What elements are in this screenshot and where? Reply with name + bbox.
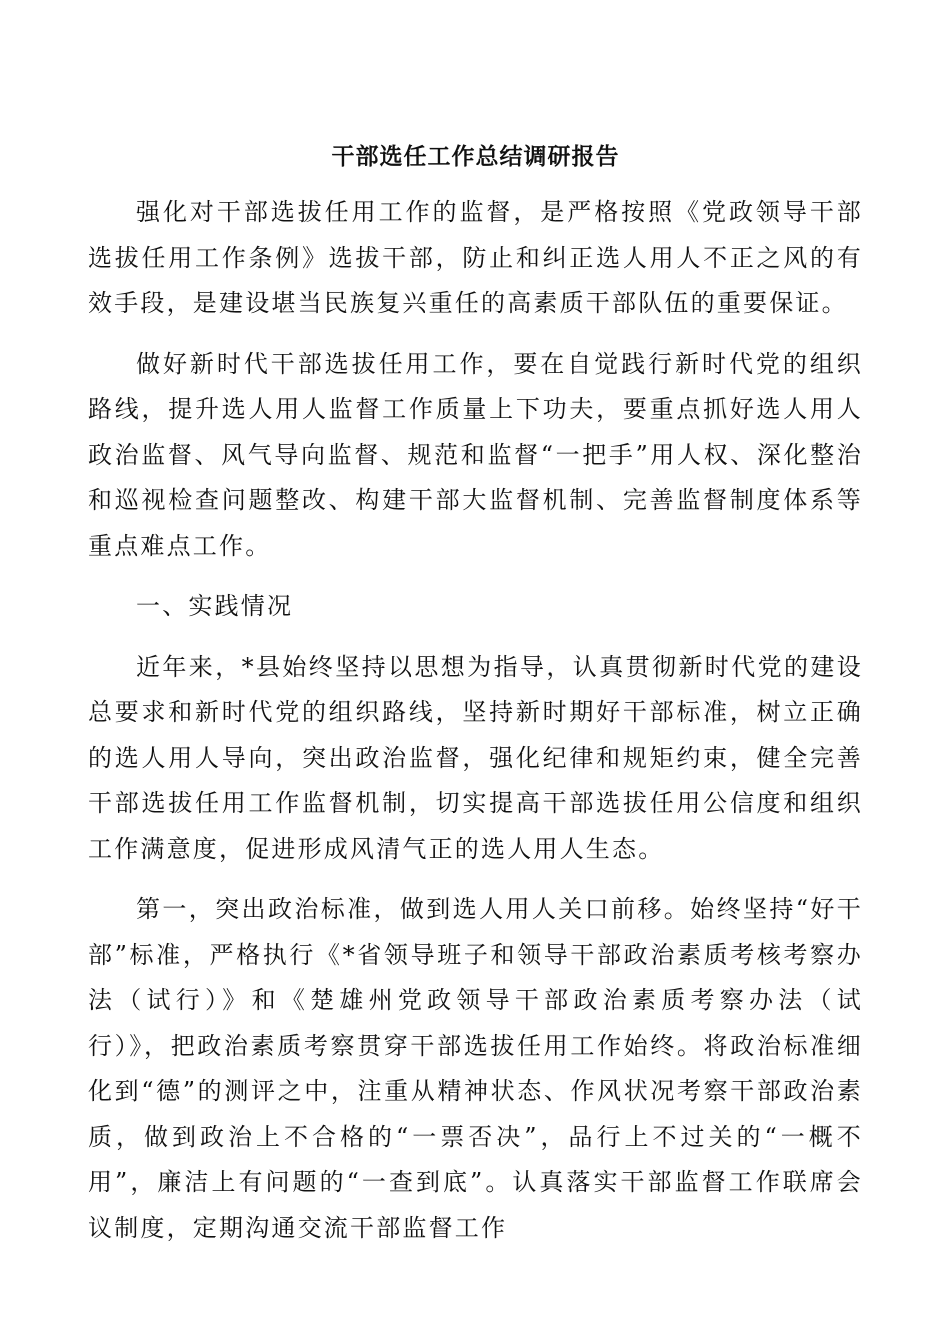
paragraph-key-work: 做好新时代干部选拔任用工作，要在自觉践行新时代党的组织路线，提升选人用人监督工作质量上下功夫，要重点抓好选人用人政治监督、风气导向监督、规范和监督“一把手”用人权、深化整治和巡视检查问题整改、构建干部大监督机制、完善监督制度体系等重点难点工作。: [88, 349, 863, 560]
document-title: 干部选任工作总结调研报告: [331, 143, 620, 170]
document-body: [88, 190, 863, 1266]
paragraph-intro: 强化对干部选拔任用工作的监督，是严格按照《党政领导干部选拔任用工作条例》选拔干部，防止和纠正选人用人不正之风的有效手段，是建设堪当民族复兴重任的高素质干部队伍的重要保证。: [88, 198, 863, 317]
section-heading-practice: 一、实践情况: [136, 592, 294, 620]
paragraph-county-overview: 近年来，*县始终坚持以思想为指导，认真贯彻新时代党的建设总要求和新时代党的组织路线，坚持新时期好干部标准，树立正确的选人用人导向，突出政治监督，强化纪律和规矩约束，健全完善干部选拔任用工作监督机制，切实提高干部选拔任用公信度和组织工作满意度，促进形成风清气正的选人用人生态。: [88, 652, 863, 863]
paragraph-political-standard: 第一，突出政治标准，做到选人用人关口前移。始终坚持“好干部”标准，严格执行《*省领导班子和领导干部政治素质考核考察办法（试行）》和《楚雄州党政领导干部政治素质考察办法（试行）》，把政治素质考察贯穿干部选拔任用工作始终。将政治标准细化到“德”的测评之中，注重从精神状态、作风状况考察干部政治素质，做到政治上不合格的“一票否决”，品行上不过关的“一概不用”，廉洁上有问题的“一查到底”。认真落实干部监督工作联席会议制度，定期沟通交流干部监督工作: [88, 895, 863, 1242]
